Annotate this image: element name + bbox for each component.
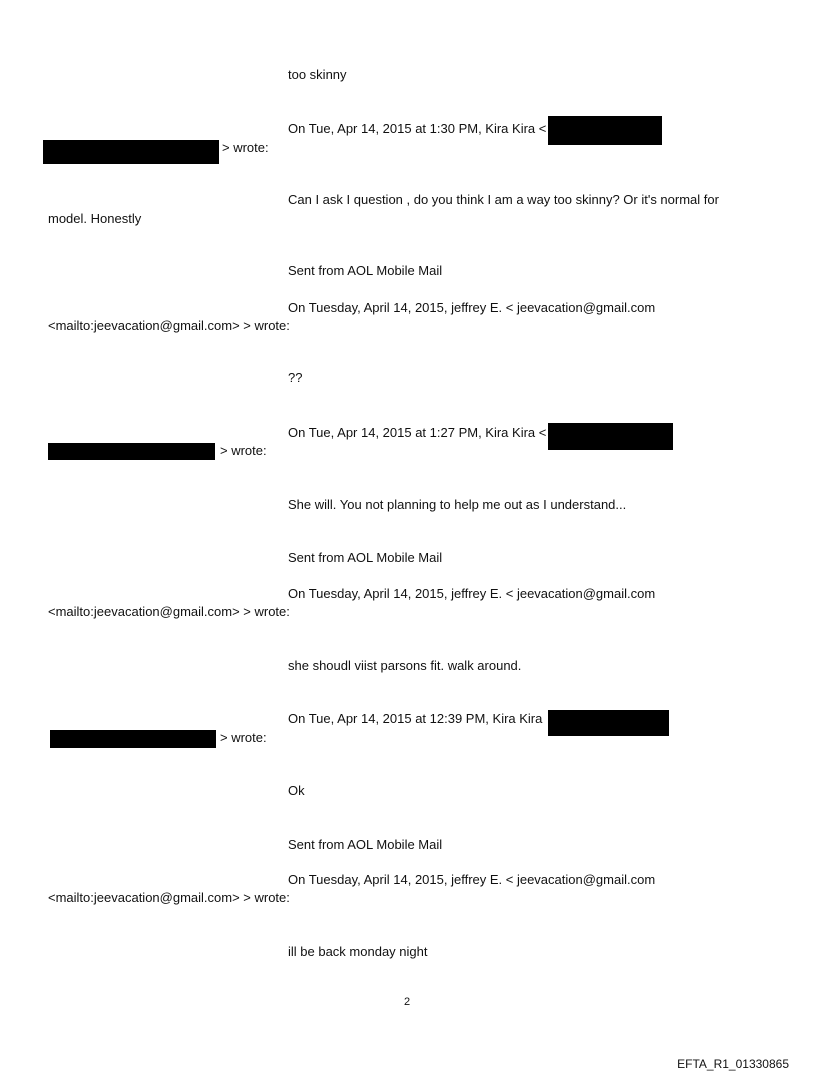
message-body: too skinny <box>288 67 347 82</box>
quote-header: On Tuesday, April 14, 2015, jeffrey E. < jeevacation@gmail.com <box>288 300 656 315</box>
signature: Sent from AOL Mobile Mail <box>288 837 443 852</box>
redaction-block <box>548 710 669 736</box>
redaction-block <box>48 443 215 460</box>
quote-tail: <mailto:jeevacation@gmail.com> > wrote: <box>48 318 290 333</box>
quote-header: On Tue, Apr 14, 2015 at 1:27 PM, Kira Kira < <box>288 425 547 440</box>
signature: Sent from AOL Mobile Mail <box>288 263 443 278</box>
message-body: Ok <box>288 783 305 798</box>
message-body: ?? <box>288 370 303 385</box>
quote-tail: <mailto:jeevacation@gmail.com> > wrote: <box>48 890 290 905</box>
message-body: model. Honestly <box>48 211 142 226</box>
redaction-block <box>43 140 219 164</box>
message-body: ill be back monday night <box>288 944 428 959</box>
redaction-block <box>548 423 673 450</box>
quote-header: On Tue, Apr 14, 2015 at 1:30 PM, Kira Kira < <box>288 121 547 136</box>
redaction-block <box>50 730 216 748</box>
quote-tail: > wrote: <box>222 140 269 155</box>
redaction-block <box>548 116 662 145</box>
document-id: EFTA_R1_01330865 <box>677 1057 789 1071</box>
quote-header: On Tuesday, April 14, 2015, jeffrey E. < jeevacation@gmail.com <box>288 586 656 601</box>
quote-header: On Tuesday, April 14, 2015, jeffrey E. < jeevacation@gmail.com <box>288 872 656 887</box>
message-body: She will. You not planning to help me out as I understand... <box>288 497 627 512</box>
message-body: she shoudl viist parsons fit. walk around. <box>288 658 522 673</box>
quote-header: On Tue, Apr 14, 2015 at 12:39 PM, Kira Kira <box>288 711 543 726</box>
message-body: Can I ask I question , do you think I am a way too skinny? Or it's normal for <box>288 192 719 207</box>
quote-tail: > wrote: <box>220 730 267 745</box>
signature: Sent from AOL Mobile Mail <box>288 550 443 565</box>
quote-tail: > wrote: <box>220 443 267 458</box>
page-number: 2 <box>404 996 411 1008</box>
quote-tail: <mailto:jeevacation@gmail.com> > wrote: <box>48 604 290 619</box>
